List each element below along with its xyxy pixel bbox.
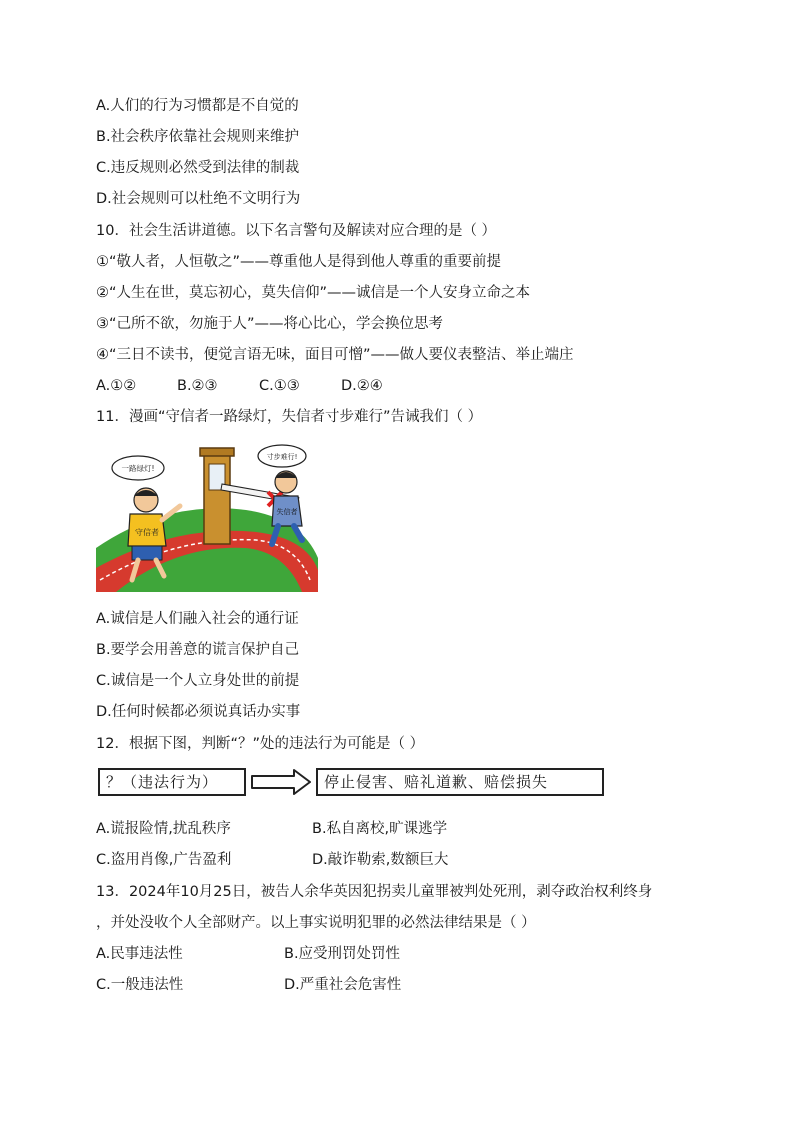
q9-option-a: A.人们的行为习惯都是不自觉的 — [96, 98, 299, 114]
integrity-cartoon — [96, 440, 318, 592]
q13-option-d: D.严重社会危害性 — [284, 977, 402, 993]
gate-pillar-cap — [200, 448, 234, 456]
right-runner-hair — [275, 472, 297, 478]
flow-box-illegal-act: ？（违法行为） — [98, 768, 246, 796]
q10-item-2: ②“人生在世，莫忘初心，莫失信仰”——诚信是一个人安身立命之本 — [96, 285, 531, 301]
q9-option-c: C.违反规则必然受到法律的制裁 — [96, 160, 300, 176]
q12-options-row-1 — [96, 819, 447, 839]
q12-option-d: D.敲诈勒索,数额巨大 — [312, 852, 449, 868]
q12-option-c: C.盗用肖像,广告盈利 — [96, 852, 232, 868]
q10-item-1: ①“敬人者，人恒敬之”——尊重他人是得到他人尊重的重要前提 — [96, 254, 502, 270]
flow-arrow-icon — [250, 768, 312, 796]
q13-stem-line-1: 13．2024年10月25日，被告人余华英因犯拐卖儿童罪被判处死刑，剥夺政治权利终身 — [96, 884, 653, 900]
q9-option-b: B.社会秩序依靠社会规则来维护 — [96, 129, 300, 145]
q13-stem-line-2: ，并处没收个人全部财产。以上事实说明犯罪的必然法律结果是（ ） — [96, 915, 536, 931]
q10-option-c: C.①③ — [259, 378, 300, 394]
q13-option-c: C.一般违法性 — [96, 977, 184, 993]
q10-item-3: ③“己所不欲，勿施于人”——将心比心，学会换位思考 — [96, 316, 444, 332]
q10-option-d: D.②④ — [341, 378, 383, 394]
q10-option-a: A.①② — [96, 378, 137, 394]
right-bubble-text: 寸步难行! — [266, 453, 298, 461]
right-runner-shirt-label: 失信者 — [276, 508, 298, 516]
q11-option-b: B.要学会用善意的谎言保护自己 — [96, 642, 300, 658]
q10-stem: 10．社会生活讲道德。以下名言警句及解读对应合理的是（ ） — [96, 223, 497, 239]
flow-box-consequences: 停止侵害、赔礼道歉、赔偿损失 — [316, 768, 604, 796]
q13-options-row-2 — [96, 975, 401, 995]
q12-option-a: A.谎报险情,扰乱秩序 — [96, 821, 231, 837]
q11-option-d: D.任何时候都必须说真话办实事 — [96, 704, 301, 720]
q13-option-a: A.民事违法性 — [96, 946, 183, 962]
q13-options-row-1 — [96, 944, 400, 964]
q13-option-b: B.应受刑罚处罚性 — [284, 946, 401, 962]
q12-options-row-2 — [96, 850, 448, 870]
q10-options — [96, 376, 383, 396]
q11-option-c: C.诚信是一个人立身处世的前提 — [96, 673, 300, 689]
left-runner-shorts — [132, 546, 162, 560]
left-bubble-text: 一路绿灯! — [121, 464, 155, 473]
q10-item-4: ④“三日不读书，便觉言语无味，面目可憎”——做人要仪表整洁、举止端庄 — [96, 347, 574, 363]
q12-option-b: B.私自离校,旷课逃学 — [312, 821, 448, 837]
q11-option-a: A.诚信是人们融入社会的通行证 — [96, 611, 299, 627]
q10-option-b: B.②③ — [177, 378, 218, 394]
left-runner-shirt-label: 守信者 — [135, 528, 159, 537]
q12-stem: 12．根据下图，判断“？”处的违法行为可能是（ ） — [96, 736, 425, 752]
q12-flow-diagram — [96, 768, 606, 802]
q11-stem: 11．漫画“守信者一路绿灯，失信者寸步难行”告诫我们（ ） — [96, 409, 483, 425]
q9-option-d: D.社会规则可以杜绝不文明行为 — [96, 191, 301, 207]
